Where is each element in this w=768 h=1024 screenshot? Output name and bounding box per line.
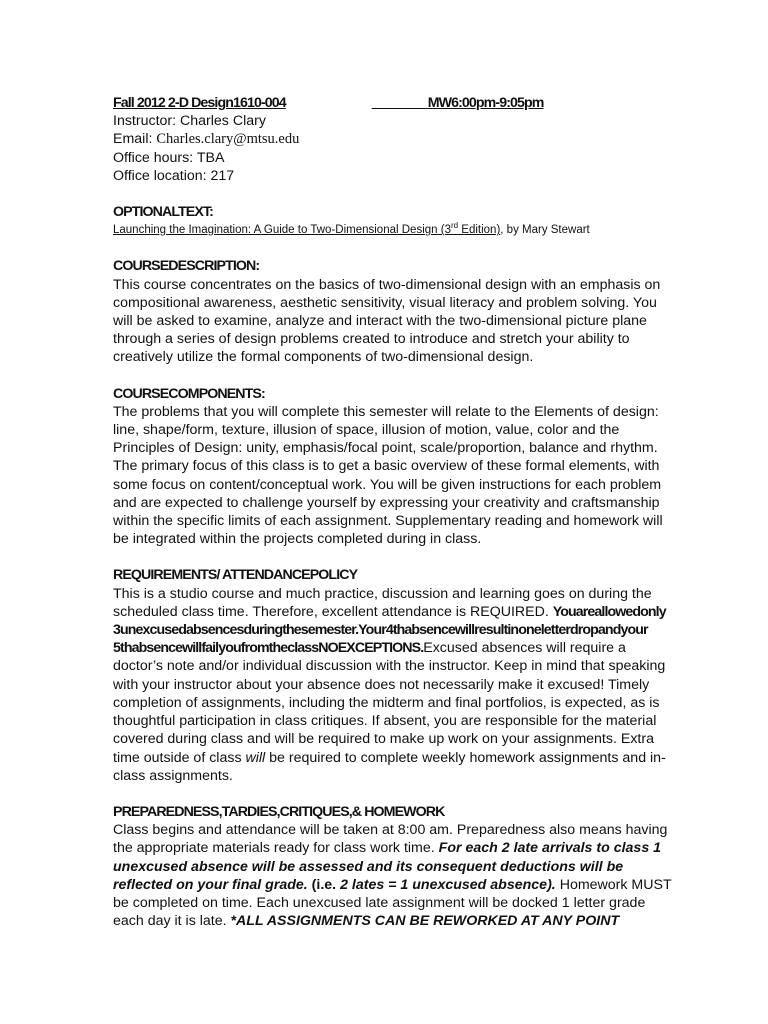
paragraph-line: The problems that you will complete this semester will relate to the Elements of design: <box>113 403 659 420</box>
attendance-rule: Youareallowedonly <box>552 603 666 620</box>
email-address: Charles.clary@mtsu.edu <box>156 131 300 148</box>
textbook-title: Launching the Imagination: A Guide to Two-Dimensional Design (3rd Edition) <box>113 221 501 237</box>
textbook-author: , by Mary Stewart <box>500 224 590 237</box>
paragraph-line: The primary focus of this class is to get a basic overview of these formal elements, with <box>113 458 660 475</box>
course-components-heading: COURSECOMPONENTS: <box>113 385 265 402</box>
paragraph-line: be completed on time. Each unexcused late assignment will be docked 1 letter grade <box>113 894 646 911</box>
paragraph-line: thoughtful participation in class critiques. If absent, you are responsible for the material <box>113 713 657 730</box>
optional-text-heading: OPTIONALTEXT: <box>113 204 213 221</box>
paragraph-line: Principles of Design: unity, emphasis/focal point, scale/proportion, balance and rhythm. <box>113 440 658 457</box>
paragraph-line: This is a studio course and much practice, discussion and learning goes on during the <box>113 585 652 602</box>
paragraph-line: the appropriate materials ready for class work time. For each 2 late arrivals to class 1 <box>113 840 662 857</box>
attendance-rule: 3unexcusedabsencesduringthesemester.Your4thabsencewillresultinoneletterdropandyour <box>113 622 648 639</box>
rework-policy: *ALL ASSIGNMENTS CAN BE REWORKED AT ANY POINT <box>230 913 620 930</box>
paragraph-line: be integrated within the projects completed during in class. <box>113 531 482 548</box>
paragraph-line: some focus on content/conceptual work. You will be given instructions for each problem <box>113 476 662 493</box>
late-policy: unexcused absence will be assessed and its consequent deductions will be <box>113 858 624 875</box>
paragraph-line: with your instructor about your absence does not necessarily make it excused! Timely <box>113 676 650 693</box>
paragraph-line: doctor’s note and/or individual discussion with the instructor. Keep in mind that speaking <box>113 658 666 675</box>
paragraph-line: reflected on your final grade. (i.e. 2 lates = 1 unexcused absence). Homework MUST <box>113 876 672 893</box>
paragraph-line: line, shape/form, texture, illusion of space, illusion of motion, value, color and the <box>113 422 620 439</box>
class-schedule: MW6:00pm-9:05pm <box>427 95 544 111</box>
attendance-rule: 5thabsencewillfailyoufromtheclassNOEXCEPTIONS. <box>113 640 424 657</box>
paragraph-line: each day it is late. *ALL ASSIGNMENTS CAN BE REWORKED AT ANY POINT <box>113 913 620 930</box>
blank-line: ________ <box>371 95 428 111</box>
email-label: Email: <box>113 131 157 148</box>
paragraph-line: Class begins and attendance will be taken at 8:00 am. Preparedness also means having <box>113 822 668 839</box>
course-description-heading: COURSEDESCRIPTION: <box>113 258 260 275</box>
office-hours-line: Office hours: TBA <box>113 149 225 166</box>
office-location-line: Office location: 217 <box>113 167 235 184</box>
syllabus-page <box>113 94 672 930</box>
course-title: Fall 2012 2-D Design1610-004 <box>113 95 286 111</box>
paragraph-line: class assignments. <box>113 767 233 784</box>
paragraph-line: will be asked to examine, analyze and interact with the two-dimensional picture plane <box>113 313 647 330</box>
preparedness-heading: PREPAREDNESS,TARDIES,CRITIQUES,& HOMEWORK <box>113 803 445 820</box>
paragraph-line: completion of assignments, including the midterm and final portfolios, is expected, as is <box>113 694 660 711</box>
paragraph-line: creatively utilize the formal components of two-dimensional design. <box>113 349 534 366</box>
paragraph-line: This course concentrates on the basics of two-dimensional design with an emphasis on <box>113 276 661 293</box>
course-header <box>113 94 658 112</box>
paragraph-line: compositional awareness, aesthetic sensitivity, visual literacy and problem solving. You <box>113 294 657 311</box>
paragraph-line: within the specific limits of each assignment. Supplementary reading and homework will <box>113 513 663 530</box>
instructor-line: Instructor: Charles Clary <box>113 113 266 130</box>
late-policy: For each 2 late arrivals to class 1 <box>438 840 662 857</box>
paragraph-line: and are expected to challenge yourself by expressing your creativity and craftsmanship <box>113 494 660 511</box>
paragraph-line: covered during class and will be required to make up work on your assignments. Extra <box>113 731 654 748</box>
paragraph-line: time outside of class will be required to complete weekly homework assignments and in- <box>113 749 666 766</box>
paragraph-line: 5thabsencewillfailyoufromtheclassNOEXCEPTIONS.Excused absences will require a <box>113 640 626 657</box>
paragraph-line: scheduled class time. Therefore, excellent attendance is REQUIRED. Youareallowedonly <box>113 603 666 620</box>
paragraph-line: through a series of design problems created to introduce and stretch your ability to <box>113 331 630 348</box>
requirements-heading: REQUIREMENTS/ ATTENDANCEPOLICY <box>113 567 358 584</box>
email-line <box>113 130 658 148</box>
textbook-line <box>113 221 658 239</box>
